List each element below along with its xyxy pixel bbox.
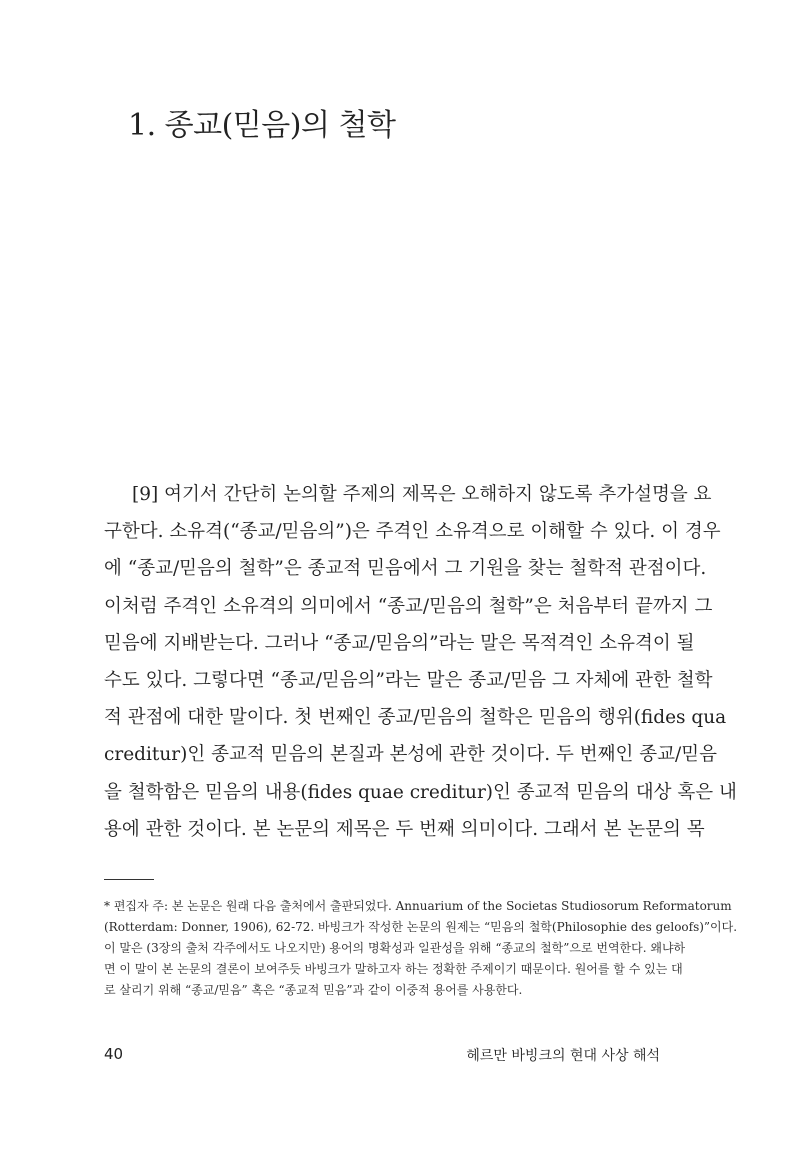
chapter-title: 1. 종교(믿음)의 철학 xyxy=(128,108,396,143)
footnote-line: 이 말은 (3장의 출처 각주에서도 나오지만) 용어의 명확성과 일관성을 위해 “종교의 철학”으로 번역한다. 왜냐하 xyxy=(104,941,686,955)
body-paragraph xyxy=(104,476,737,848)
body-line: 에 “종교/믿음의 철학”은 종교적 믿음에서 그 기원을 찾는 철학적 관점이다. xyxy=(104,558,707,580)
footnote-line: 로 살리기 위해 “종교/믿음” 혹은 “종교적 믿음”과 같이 이중적 용어를 사용한다. xyxy=(104,983,523,997)
footnote-line: (Rotterdam: Donner, 1906), 62-72. 바빙크가 작성한 논문의 원제는 “믿음의 철학(Philosophie des geloofs)”이다. xyxy=(104,920,738,934)
running-title: 헤르만 바빙크의 현대 사상 해석 xyxy=(466,1048,660,1064)
body-line: 을 철학함은 믿음의 내용(fides quae creditur)인 종교적 믿음의 대상 혹은 내 xyxy=(104,781,737,803)
body-line: [9] 여기서 간단히 논의할 주제의 제목은 오해하지 않도록 추가설명을 요 xyxy=(132,484,712,505)
body-line: 용에 관한 것이다. 본 논문의 제목은 두 번째 의미이다. 그래서 본 논문의 목 xyxy=(104,818,705,840)
body-line: 이처럼 주격인 소유격의 의미에서 “종교/믿음의 철학”은 처음부터 끝까지 그 xyxy=(104,595,713,617)
footnote-line: 면 이 말이 본 논문의 결론이 보여주듯 바빙크가 말하고자 하는 정확한 주제이기 때문이다. 원어를 할 수 있는 대 xyxy=(104,962,683,976)
body-line: 믿음에 지배받는다. 그러나 “종교/믿음의”라는 말은 목적격인 소유격이 될 xyxy=(104,632,695,654)
page-number: 40 xyxy=(104,1045,124,1063)
body-line: creditur)인 종교적 믿음의 본질과 본성에 관한 것이다. 두 번째인 종교/믿음 xyxy=(104,744,718,766)
footnote-divider xyxy=(104,879,154,880)
footnote xyxy=(104,896,738,1001)
body-line: 적 관점에 대한 말이다. 첫 번째인 종교/믿음의 철학은 믿음의 행위(fides qua xyxy=(104,707,727,729)
body-line: 수도 있다. 그렇다면 “종교/믿음의”라는 말은 종교/믿음 그 자체에 관한 철학 xyxy=(104,669,713,691)
footnote-line: * 편집자 주: 본 논문은 원래 다음 출처에서 출판되었다. Annuarium of the Societas Studiosorum Reformatorum xyxy=(104,899,732,913)
body-line: 구한다. 소유격(“종교/믿음의”)은 주격인 소유격으로 이해할 수 있다. 이 경우 xyxy=(104,521,721,543)
